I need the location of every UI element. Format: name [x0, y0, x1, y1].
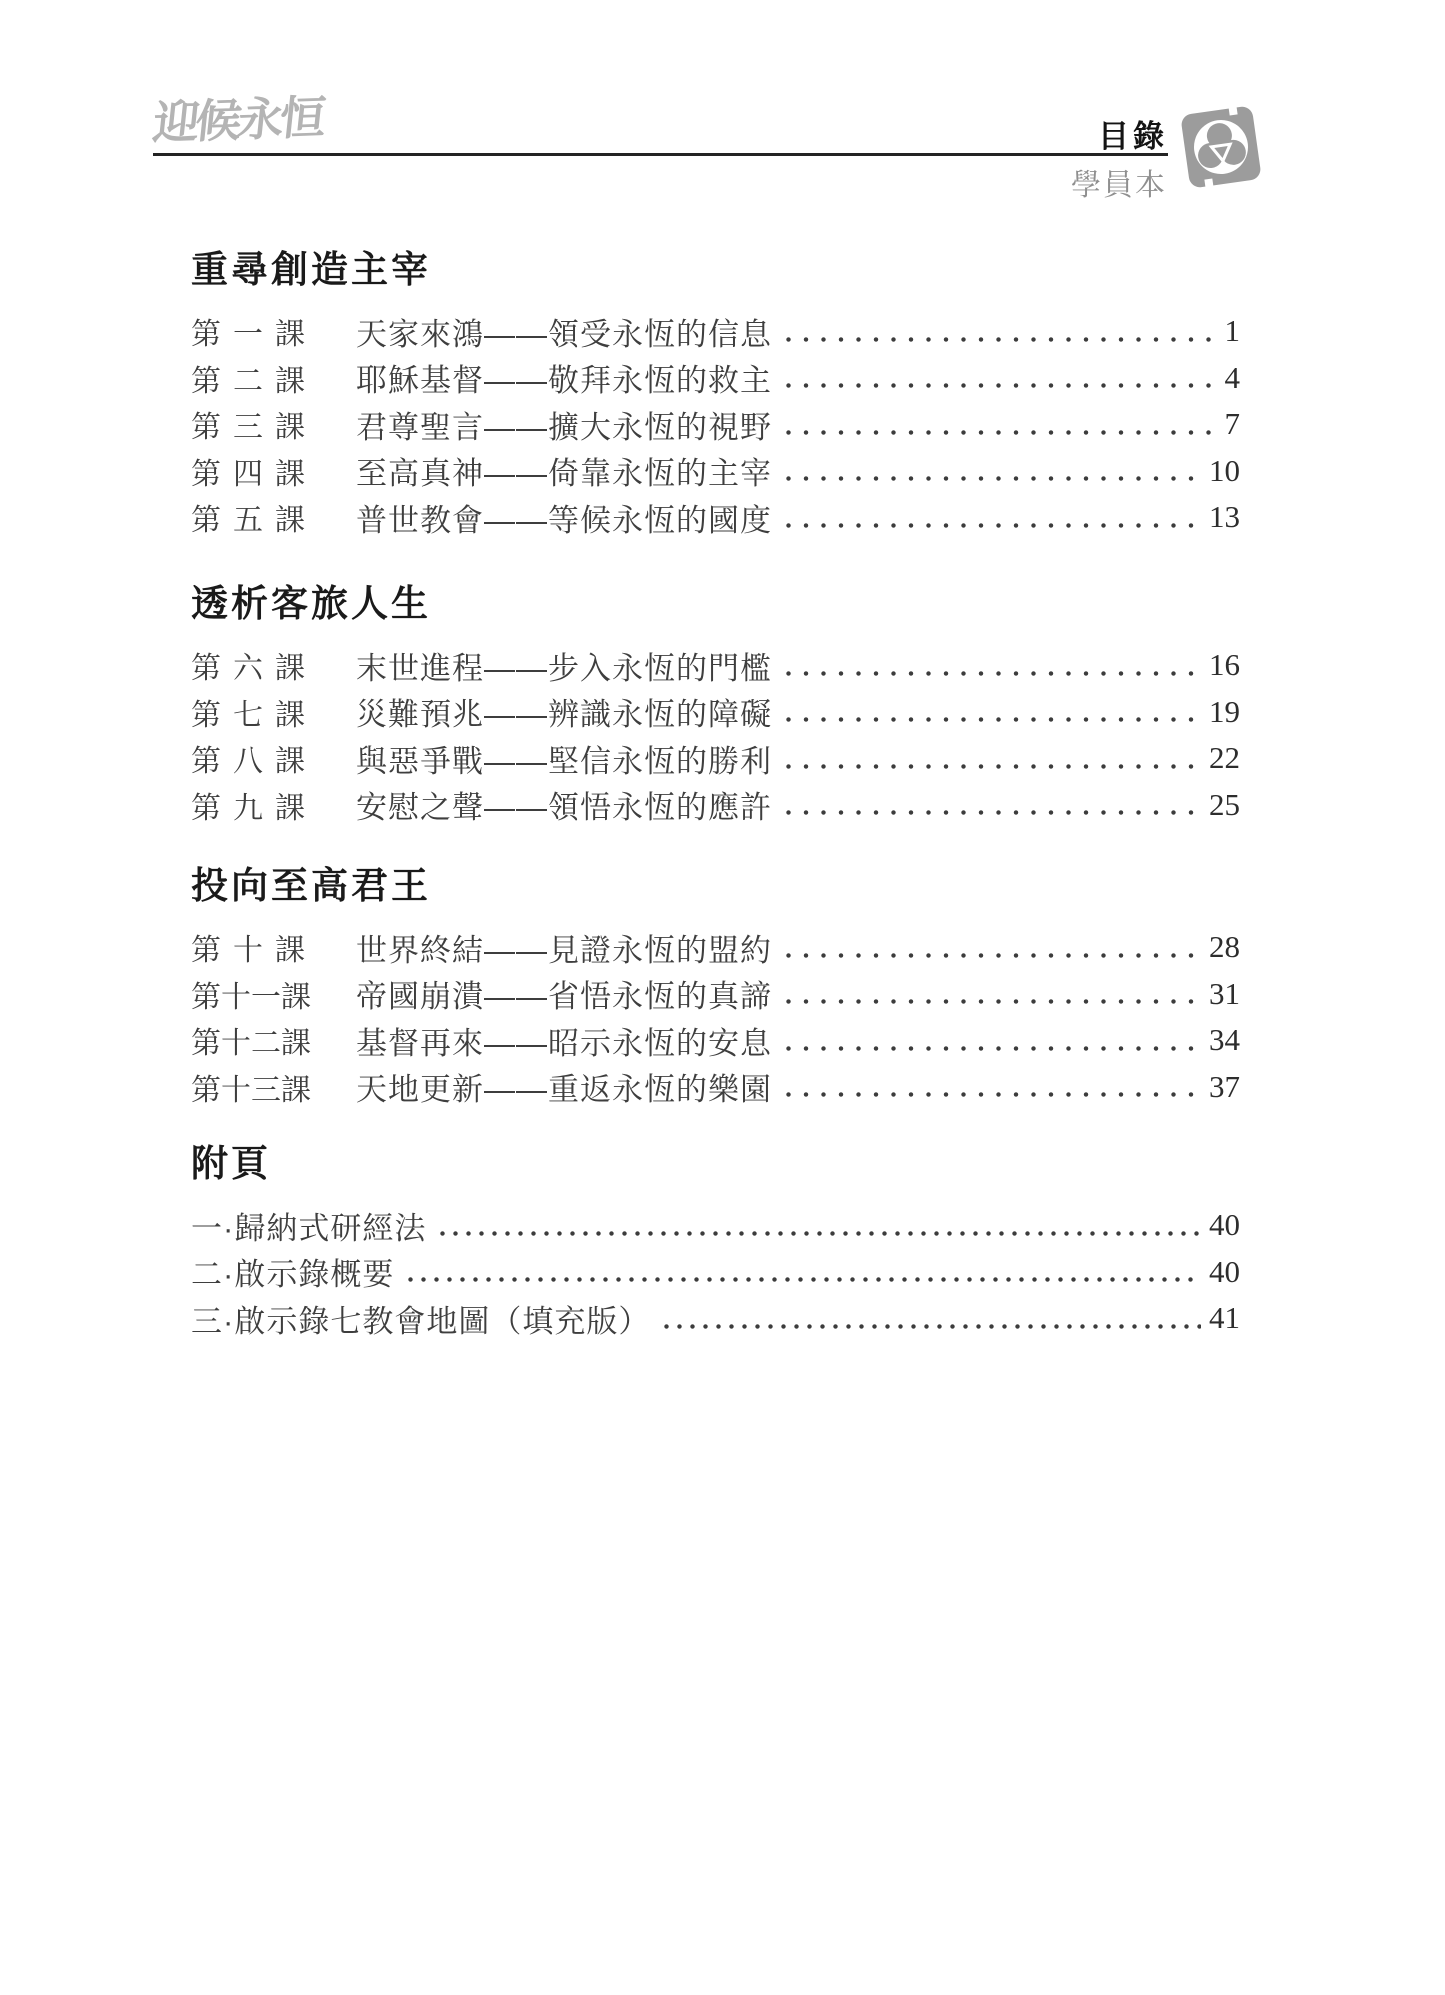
- section-rows: [191, 308, 1240, 541]
- lesson-title: 帝國崩潰——省悟永恆的真諦: [356, 979, 772, 1015]
- lesson-number-label: [191, 925, 305, 969]
- lesson-title: 天家來鴻——領受永恆的信息: [356, 316, 772, 352]
- lesson-label-char: 第: [191, 457, 221, 491]
- toc-row: [191, 401, 1240, 448]
- lesson-label-char: 十: [221, 1027, 251, 1061]
- lesson-label-char: 第: [191, 1073, 221, 1107]
- appendix-heading: 附頁: [191, 1143, 271, 1184]
- lesson-number-label: [191, 309, 305, 353]
- toc-section: [191, 862, 1240, 1110]
- lesson-label-char: 第: [191, 791, 221, 825]
- lesson-label-char: 課: [275, 364, 305, 398]
- dot-leader: [786, 1092, 1201, 1097]
- dot-leader: [786, 476, 1201, 481]
- page-number: 40: [1209, 1207, 1240, 1243]
- page-number: 22: [1209, 740, 1240, 776]
- toc-row: [191, 1017, 1240, 1064]
- dot-leader: [664, 1324, 1201, 1329]
- lesson-label-char: 二: [251, 1027, 281, 1061]
- lesson-title: 與惡爭戰——堅信永恆的勝利: [356, 743, 772, 779]
- appendix-row: [191, 1295, 1240, 1342]
- lesson-label-char: 一: [251, 980, 281, 1014]
- toc-row: [191, 308, 1240, 355]
- lesson-label-char: 課: [275, 745, 305, 779]
- appendix-row: [191, 1202, 1240, 1249]
- lesson-label-char: 四: [233, 457, 263, 491]
- lesson-title: 至高真神——倚靠永恆的主宰: [356, 456, 772, 492]
- dot-leader: [440, 1231, 1201, 1236]
- lesson-title: 天地更新——重返永恆的樂園: [356, 1072, 772, 1108]
- section-rows: [191, 642, 1240, 828]
- page-number: 7: [1224, 406, 1240, 442]
- lesson-label-char: 課: [275, 698, 305, 732]
- lesson-label-char: 二: [233, 364, 263, 398]
- lesson-label-char: 課: [275, 934, 305, 968]
- page-number: 19: [1209, 693, 1240, 729]
- lesson-label-char: 第: [191, 745, 221, 779]
- lesson-label-char: 課: [275, 318, 305, 352]
- dot-leader: [786, 810, 1201, 815]
- appendix-rows: [191, 1202, 1240, 1342]
- appendix-item-text: 二·啟示錄概要: [191, 1257, 395, 1293]
- section-heading: 重尋創造主宰: [191, 249, 431, 290]
- toc-row: [191, 971, 1240, 1018]
- dot-leader: [786, 430, 1217, 435]
- dot-leader: [408, 1277, 1201, 1282]
- lesson-number-label: [191, 1065, 311, 1109]
- page-number: 31: [1209, 975, 1240, 1011]
- lesson-number-label: [191, 643, 305, 687]
- lesson-label-char: 十: [233, 934, 263, 968]
- appendix-item-text: 一·歸納式研經法: [191, 1210, 427, 1246]
- toc-section: [191, 580, 1240, 828]
- lesson-label-char: 第: [191, 934, 221, 968]
- toc-row: [191, 924, 1240, 971]
- lesson-label-char: 第: [191, 504, 221, 538]
- toc-row: [191, 1064, 1240, 1111]
- page-number: 37: [1209, 1068, 1240, 1104]
- lesson-number-label: [191, 736, 305, 780]
- toc-row: [191, 642, 1240, 689]
- lesson-title: 君尊聖言——擴大永恆的視野: [356, 409, 772, 445]
- lesson-label-char: 一: [233, 318, 263, 352]
- lesson-label-char: 九: [233, 791, 263, 825]
- lesson-label-char: 課: [281, 1073, 311, 1107]
- lesson-title: 末世進程——步入永恆的門檻: [356, 650, 772, 686]
- lesson-label-char: 第: [191, 652, 221, 686]
- toc-row: [191, 735, 1240, 782]
- lesson-title: 世界終結——見證永恆的盟約: [356, 932, 772, 968]
- lesson-label-char: 第: [191, 980, 221, 1014]
- lesson-number-label: [191, 783, 305, 827]
- lesson-label-char: 五: [233, 504, 263, 538]
- lesson-label-char: 課: [275, 457, 305, 491]
- lesson-number-label: [191, 402, 305, 446]
- lesson-label-char: 八: [233, 745, 263, 779]
- dot-leader: [786, 999, 1201, 1004]
- toc-row: [191, 494, 1240, 541]
- lesson-label-char: 第: [191, 411, 221, 445]
- appendix-row: [191, 1249, 1240, 1296]
- lesson-title: 安慰之聲——領悟永恆的應許: [356, 790, 772, 826]
- lesson-number-label: [191, 972, 311, 1016]
- lesson-label-char: 課: [275, 504, 305, 538]
- lesson-title: 耶穌基督——敬拜永恆的救主: [356, 363, 772, 399]
- lesson-number-label: [191, 449, 305, 493]
- edition-label: 學員本: [1071, 169, 1167, 202]
- section-rows: [191, 924, 1240, 1110]
- lesson-label-char: 六: [233, 652, 263, 686]
- lesson-title: 普世教會——等候永恆的國度: [356, 502, 772, 538]
- dot-leader: [786, 953, 1201, 958]
- lesson-title: 基督再來——昭示永恆的安息: [356, 1025, 772, 1061]
- page-number: 1: [1224, 313, 1240, 349]
- dot-leader: [786, 717, 1201, 722]
- page-number: 40: [1209, 1253, 1240, 1289]
- trefoil-badge-icon: [1170, 101, 1272, 193]
- toc-row: [191, 355, 1240, 402]
- brand-logo: 迎候永恒: [150, 91, 325, 149]
- page-number: 13: [1209, 499, 1240, 535]
- lesson-label-char: 十: [221, 980, 251, 1014]
- page-number: 28: [1209, 929, 1240, 965]
- lesson-label-char: 課: [281, 1027, 311, 1061]
- page-number: 34: [1209, 1022, 1240, 1058]
- lesson-label-char: 第: [191, 318, 221, 352]
- appendix-item-text: 三·啟示錄七教會地圖（填充版）: [191, 1303, 651, 1339]
- lesson-number-label: [191, 356, 305, 400]
- section-heading: 投向至高君王: [191, 865, 431, 906]
- page-number: 41: [1209, 1300, 1240, 1336]
- lesson-label-char: 課: [275, 652, 305, 686]
- dot-leader: [786, 1046, 1201, 1051]
- page-title: 目錄: [1098, 119, 1168, 154]
- toc-row: [191, 448, 1240, 495]
- page-number: 25: [1209, 786, 1240, 822]
- toc-row: [191, 782, 1240, 829]
- lesson-label-char: 七: [233, 698, 263, 732]
- lesson-label-char: 課: [275, 791, 305, 825]
- lesson-label-char: 第: [191, 698, 221, 732]
- lesson-number-label: [191, 495, 305, 539]
- dot-leader: [786, 337, 1217, 342]
- lesson-label-char: 十: [221, 1073, 251, 1107]
- dot-leader: [786, 523, 1201, 528]
- page-number: 4: [1224, 359, 1240, 395]
- lesson-number-label: [191, 690, 305, 734]
- toc-row: [191, 689, 1240, 736]
- header-rule: [153, 153, 1168, 156]
- dot-leader: [786, 671, 1201, 676]
- lesson-label-char: 第: [191, 1027, 221, 1061]
- page-number: 10: [1209, 452, 1240, 488]
- lesson-label-char: 三: [233, 411, 263, 445]
- lesson-label-char: 課: [281, 980, 311, 1014]
- lesson-label-char: 第: [191, 364, 221, 398]
- lesson-number-label: [191, 1018, 311, 1062]
- dot-leader: [786, 764, 1201, 769]
- lesson-label-char: 三: [251, 1073, 281, 1107]
- lesson-label-char: 課: [275, 411, 305, 445]
- dot-leader: [786, 383, 1217, 388]
- page-number: 16: [1209, 647, 1240, 683]
- toc-section: [191, 246, 1240, 541]
- section-heading: 透析客旅人生: [191, 583, 431, 624]
- appendix-section: [191, 1140, 1240, 1342]
- lesson-title: 災難預兆——辨識永恆的障礙: [356, 697, 772, 733]
